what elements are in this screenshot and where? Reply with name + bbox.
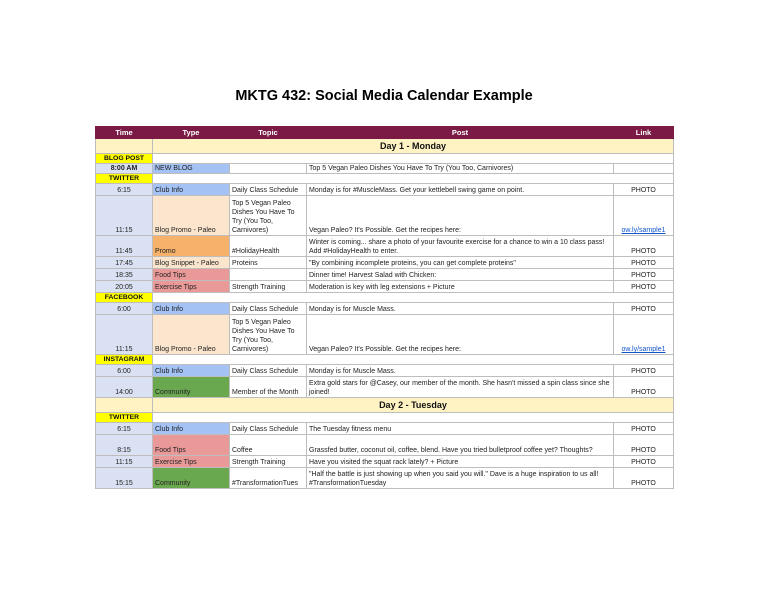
topic-cell: Top 5 Vegan Paleo Dishes You Have To Try (You Too, Carnivores): [230, 196, 307, 236]
time-cell: 11:15: [96, 315, 153, 355]
header-row: [96, 127, 674, 139]
day-row: [96, 139, 674, 154]
topic-cell: Daily Class Schedule: [230, 423, 307, 435]
link-cell: PHOTO: [614, 257, 674, 269]
post-cell: Monday is for Muscle Mass.: [307, 365, 614, 377]
section-label: INSTAGRAM: [96, 355, 153, 365]
link-cell[interactable]: ow.ly/sample1: [614, 196, 674, 236]
table-row: [96, 269, 674, 281]
type-cell: Club Info: [153, 423, 230, 435]
link-cell: PHOTO: [614, 456, 674, 468]
post-cell: "By combining incomplete proteins, you can get complete proteins": [307, 257, 614, 269]
time-cell: 11:15: [96, 196, 153, 236]
type-cell: Promo: [153, 236, 230, 257]
topic-cell: Strength Training: [230, 456, 307, 468]
time-cell: 8:00 AM: [96, 164, 153, 174]
type-cell: Community: [153, 377, 230, 398]
topic-cell: Daily Class Schedule: [230, 365, 307, 377]
post-cell: Monday is for Muscle Mass.: [307, 303, 614, 315]
time-cell: 18:35: [96, 269, 153, 281]
post-cell: "Half the battle is just showing up when you said you will." Dave is a huge inspiration to us all! #TransformationTuesday: [307, 468, 614, 489]
link-cell: PHOTO: [614, 281, 674, 293]
link-cell: PHOTO: [614, 303, 674, 315]
page-title: MKTG 432: Social Media Calendar Example: [235, 88, 533, 104]
table-row: [96, 365, 674, 377]
topic-cell: Member of the Month: [230, 377, 307, 398]
table-row: [96, 164, 674, 174]
link-cell[interactable]: ow.ly/sample1: [614, 315, 674, 355]
section-label: TWITTER: [96, 174, 153, 184]
column-header-type: Type: [153, 127, 230, 139]
link-cell: PHOTO: [614, 365, 674, 377]
section-row-instagram: [96, 355, 674, 365]
section-row-twitter: [96, 413, 674, 423]
section-label: FACEBOOK: [96, 293, 153, 303]
topic-cell: Proteins: [230, 257, 307, 269]
topic-cell: #HolidayHealth: [230, 236, 307, 257]
table-row: [96, 456, 674, 468]
post-cell: Winter is coming... share a photo of your favourite exercise for a chance to win a 10 class pass! Add #HolidayHealth to enter.: [307, 236, 614, 257]
social-media-calendar-table: [95, 126, 674, 489]
post-cell: Dinner time! Harvest Salad with Chicken:: [307, 269, 614, 281]
table-row: [96, 377, 674, 398]
type-cell: Club Info: [153, 303, 230, 315]
day-label: Day 2 - Tuesday: [153, 398, 674, 413]
table-row: [96, 315, 674, 355]
type-cell: Club Info: [153, 184, 230, 196]
section-label: TWITTER: [96, 413, 153, 423]
link-cell: PHOTO: [614, 423, 674, 435]
table-row: [96, 468, 674, 489]
link-cell: PHOTO: [614, 184, 674, 196]
type-cell: Blog Promo - Paleo: [153, 315, 230, 355]
type-cell: NEW BLOG: [153, 164, 230, 174]
table-row: [96, 257, 674, 269]
table-row: [96, 184, 674, 196]
section-label: BLOG POST: [96, 154, 153, 164]
type-cell: Food Tips: [153, 435, 230, 456]
type-cell: Exercise Tips: [153, 456, 230, 468]
post-cell: The Tuesday fitness menu: [307, 423, 614, 435]
topic-cell: Strength Training: [230, 281, 307, 293]
table-row: [96, 236, 674, 257]
type-cell: Blog Promo - Paleo: [153, 196, 230, 236]
table-row: [96, 196, 674, 236]
post-cell: Vegan Paleo? It's Possible. Get the recipes here:: [307, 196, 614, 236]
time-cell: 11:45: [96, 236, 153, 257]
day-row: [96, 398, 674, 413]
post-cell: Vegan Paleo? It's Possible. Get the recipes here:: [307, 315, 614, 355]
post-cell: Moderation is key with leg extensions + Picture: [307, 281, 614, 293]
table-row: [96, 435, 674, 456]
table-row: [96, 303, 674, 315]
type-cell: Community: [153, 468, 230, 489]
topic-cell: Daily Class Schedule: [230, 303, 307, 315]
day-label: Day 1 - Monday: [153, 139, 674, 154]
link-cell: PHOTO: [614, 377, 674, 398]
topic-cell: [230, 269, 307, 281]
topic-cell: Daily Class Schedule: [230, 184, 307, 196]
time-cell: 17:45: [96, 257, 153, 269]
link-cell: PHOTO: [614, 269, 674, 281]
topic-cell: #TransformationTues: [230, 468, 307, 489]
time-cell: 20:05: [96, 281, 153, 293]
column-header-link: Link: [614, 127, 674, 139]
column-header-post: Post: [307, 127, 614, 139]
time-cell: 6:00: [96, 303, 153, 315]
time-cell: 6:00: [96, 365, 153, 377]
type-cell: Blog Snippet - Paleo: [153, 257, 230, 269]
time-cell: 8:15: [96, 435, 153, 456]
section-row-blog-post: [96, 154, 674, 164]
post-cell: Grassfed butter, coconut oil, coffee, blend. Have you tried bulletproof coffee yet? Thoughts?: [307, 435, 614, 456]
day-spacer: [96, 398, 153, 413]
topic-cell: Top 5 Vegan Paleo Dishes You Have To Try (You Too, Carnivores): [230, 315, 307, 355]
time-cell: 11:15: [96, 456, 153, 468]
table-row: [96, 281, 674, 293]
time-cell: 14:00: [96, 377, 153, 398]
type-cell: Food Tips: [153, 269, 230, 281]
type-cell: Club Info: [153, 365, 230, 377]
link-cell: PHOTO: [614, 236, 674, 257]
section-row-facebook: [96, 293, 674, 303]
link-cell: PHOTO: [614, 468, 674, 489]
section-row-twitter: [96, 174, 674, 184]
topic-cell: Coffee: [230, 435, 307, 456]
link-cell: [614, 164, 674, 174]
type-cell: Exercise Tips: [153, 281, 230, 293]
post-cell: Monday is for #MuscleMass. Get your kettlebell swing game on point.: [307, 184, 614, 196]
table-row: [96, 423, 674, 435]
time-cell: 6:15: [96, 423, 153, 435]
day-spacer: [96, 139, 153, 154]
column-header-time: Time: [96, 127, 153, 139]
post-cell: Top 5 Vegan Paleo Dishes You Have To Try (You Too, Carnivores): [307, 164, 614, 174]
time-cell: 15:15: [96, 468, 153, 489]
post-cell: Have you visited the squat rack lately? + Picture: [307, 456, 614, 468]
time-cell: 6:15: [96, 184, 153, 196]
post-cell: Extra gold stars for @Casey, our member of the month. She hasn't missed a spin class since she joined!: [307, 377, 614, 398]
link-cell: PHOTO: [614, 435, 674, 456]
column-header-topic: Topic: [230, 127, 307, 139]
topic-cell: [230, 164, 307, 174]
